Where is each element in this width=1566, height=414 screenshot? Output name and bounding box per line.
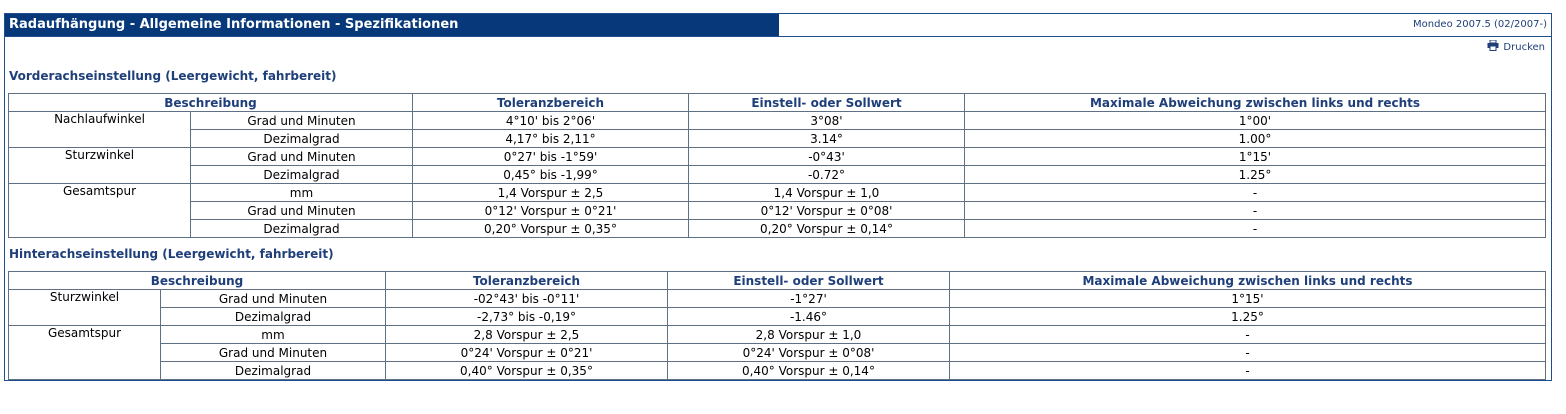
header-row bbox=[9, 94, 1546, 112]
printer-icon bbox=[1487, 40, 1499, 54]
model-label: Mondeo 2007.5 (02/2007-) bbox=[1412, 19, 1547, 30]
table-cell: - bbox=[950, 344, 1546, 362]
table-cell: 0,20° Vorspur ± 0,14° bbox=[689, 220, 965, 238]
table-cell: 2,8 Vorspur ± 2,5 bbox=[386, 326, 668, 344]
table-cell: - bbox=[950, 362, 1546, 380]
table-cell: - bbox=[965, 184, 1546, 202]
table-cell: Grad und Minuten bbox=[191, 148, 413, 166]
column-header: Beschreibung bbox=[9, 272, 386, 290]
table-cell: -0.72° bbox=[689, 166, 965, 184]
table-cell: 0°12' Vorspur ± 0°21' bbox=[413, 202, 689, 220]
table-cell: -2,73° bis -0,19° bbox=[386, 308, 668, 326]
table-cell: Dezimalgrad bbox=[191, 166, 413, 184]
front-axle-heading: Vorderachseinstellung (Leergewicht, fahrbereit) bbox=[9, 69, 337, 83]
table-cell: 1°15' bbox=[950, 290, 1546, 308]
group-label: Gesamtspur bbox=[9, 184, 191, 238]
table-cell: - bbox=[965, 220, 1546, 238]
table-row bbox=[9, 166, 1546, 184]
spec-panel bbox=[4, 13, 1552, 381]
table-row bbox=[9, 148, 1546, 166]
table-cell: Grad und Minuten bbox=[191, 112, 413, 130]
table-row bbox=[9, 220, 1546, 238]
table-cell: 1.25° bbox=[965, 166, 1546, 184]
table-cell: Dezimalgrad bbox=[161, 308, 386, 326]
table-cell: Dezimalgrad bbox=[161, 362, 386, 380]
table-cell: - bbox=[950, 326, 1546, 344]
column-header: Einstell- oder Sollwert bbox=[689, 94, 965, 112]
table-cell: -1°27' bbox=[668, 290, 950, 308]
column-header: Toleranzbereich bbox=[386, 272, 668, 290]
table-cell: 0°27' bis -1°59' bbox=[413, 148, 689, 166]
page-title: Radaufhängung - Allgemeine Informationen - Spezifikationen bbox=[5, 14, 779, 36]
table-cell: 2,8 Vorspur ± 1,0 bbox=[668, 326, 950, 344]
table-cell: Dezimalgrad bbox=[191, 220, 413, 238]
table-cell: 4°10' bis 2°06' bbox=[413, 112, 689, 130]
header-row bbox=[9, 272, 1546, 290]
group-label: Gesamtspur bbox=[9, 326, 161, 380]
table-row bbox=[9, 344, 1546, 362]
table-cell: 0,40° Vorspur ± 0,35° bbox=[386, 362, 668, 380]
table-cell: 4,17° bis 2,11° bbox=[413, 130, 689, 148]
column-header: Maximale Abweichung zwischen links und rechts bbox=[950, 272, 1546, 290]
group-label: Nachlaufwinkel bbox=[9, 112, 191, 148]
print-button[interactable] bbox=[1487, 40, 1545, 54]
table-cell: - bbox=[965, 202, 1546, 220]
table-row bbox=[9, 362, 1546, 380]
column-header: Maximale Abweichung zwischen links und rechts bbox=[965, 94, 1546, 112]
table-cell: Grad und Minuten bbox=[161, 344, 386, 362]
title-bar bbox=[5, 14, 1551, 37]
table-cell: Dezimalgrad bbox=[191, 130, 413, 148]
table-cell: Grad und Minuten bbox=[161, 290, 386, 308]
table-row bbox=[9, 290, 1546, 308]
table-cell: Grad und Minuten bbox=[191, 202, 413, 220]
table-cell: -0°43' bbox=[689, 148, 965, 166]
front-axle-table bbox=[8, 93, 1546, 238]
table-cell: -02°43' bis -0°11' bbox=[386, 290, 668, 308]
table-cell: 0°24' Vorspur ± 0°08' bbox=[668, 344, 950, 362]
table-row bbox=[9, 184, 1546, 202]
table-row bbox=[9, 130, 1546, 148]
group-label: Sturzwinkel bbox=[9, 290, 161, 326]
rear-axle-table bbox=[8, 271, 1546, 380]
print-label: Drucken bbox=[1503, 41, 1545, 53]
table-cell: 0,40° Vorspur ± 0,14° bbox=[668, 362, 950, 380]
rear-axle-heading: Hinterachseinstellung (Leergewicht, fahrbereit) bbox=[9, 247, 334, 261]
table-cell: -1.46° bbox=[668, 308, 950, 326]
table-cell: 1°15' bbox=[965, 148, 1546, 166]
table-cell: mm bbox=[161, 326, 386, 344]
group-label: Sturzwinkel bbox=[9, 148, 191, 184]
column-header: Beschreibung bbox=[9, 94, 413, 112]
table-cell: 3.14° bbox=[689, 130, 965, 148]
table-cell: 0°24' Vorspur ± 0°21' bbox=[386, 344, 668, 362]
table-cell: 1.00° bbox=[965, 130, 1546, 148]
table-cell: 1,4 Vorspur ± 1,0 bbox=[689, 184, 965, 202]
column-header: Toleranzbereich bbox=[413, 94, 689, 112]
table-cell: 3°08' bbox=[689, 112, 965, 130]
column-header: Einstell- oder Sollwert bbox=[668, 272, 950, 290]
table-row bbox=[9, 326, 1546, 344]
table-cell: 0°12' Vorspur ± 0°08' bbox=[689, 202, 965, 220]
table-cell: mm bbox=[191, 184, 413, 202]
table-cell: 1°00' bbox=[965, 112, 1546, 130]
table-row bbox=[9, 202, 1546, 220]
table-cell: 0,45° bis -1,99° bbox=[413, 166, 689, 184]
table-row bbox=[9, 308, 1546, 326]
table-cell: 1,4 Vorspur ± 2,5 bbox=[413, 184, 689, 202]
table-row bbox=[9, 112, 1546, 130]
table-cell: 0,20° Vorspur ± 0,35° bbox=[413, 220, 689, 238]
table-cell: 1.25° bbox=[950, 308, 1546, 326]
